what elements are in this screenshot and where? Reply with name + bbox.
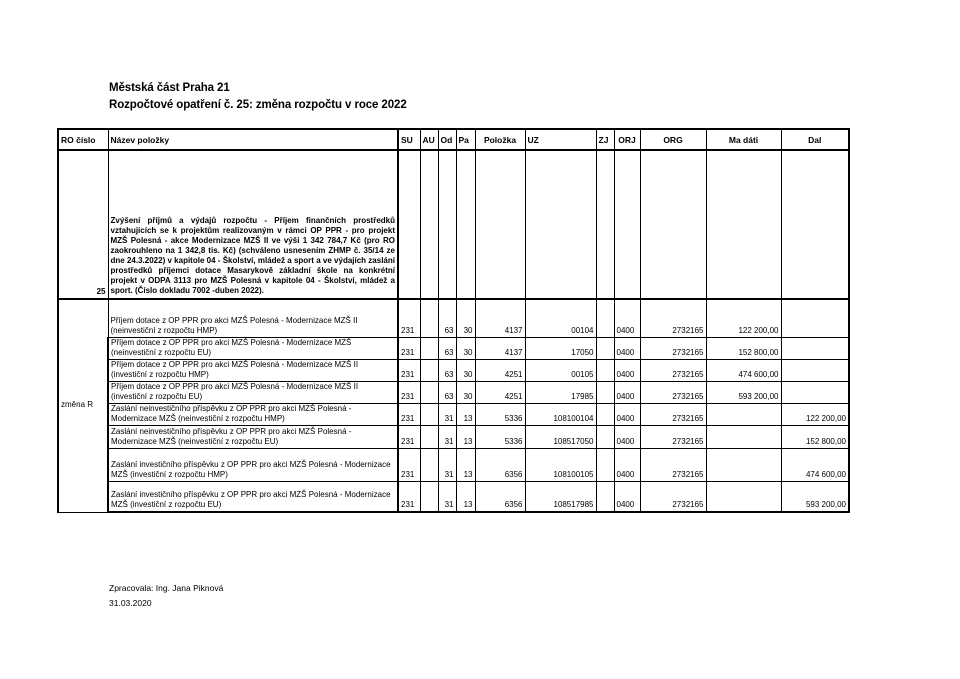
- col-zj: ZJ: [596, 129, 614, 150]
- cell-au: [420, 359, 438, 381]
- cell-org: 2732165: [640, 425, 706, 448]
- cell-uz: 00105: [525, 359, 596, 381]
- budget-table: [57, 128, 850, 513]
- cell-od: 63: [438, 381, 456, 403]
- cell-orj: 0400: [614, 337, 640, 359]
- cell-uz: 108517985: [525, 481, 596, 512]
- change-label: změna R: [58, 299, 108, 512]
- cell-pa: 13: [456, 425, 475, 448]
- cell-org: 2732165: [640, 481, 706, 512]
- cell-pa: 30: [456, 337, 475, 359]
- col-au: AU: [420, 129, 438, 150]
- cell-su: 231: [398, 337, 420, 359]
- cell-org: 2732165: [640, 403, 706, 425]
- municipality-title: Městská část Praha 21: [109, 82, 230, 94]
- cell-polozka: 6356: [475, 448, 525, 481]
- cell-org: 2732165: [640, 381, 706, 403]
- cell-su: 231: [398, 381, 420, 403]
- cell-dal: [781, 299, 849, 337]
- cell-su: 231: [398, 481, 420, 512]
- table-row: [58, 481, 849, 512]
- table-row: [58, 299, 849, 337]
- cell-zj: [596, 481, 614, 512]
- cell-pa: 13: [456, 481, 475, 512]
- cell-su: 231: [398, 299, 420, 337]
- cell-od: 63: [438, 337, 456, 359]
- cell-od: 63: [438, 359, 456, 381]
- col-su: SU: [398, 129, 420, 150]
- cell-zj: [596, 403, 614, 425]
- item-name: Příjem dotace z OP PPR pro akci MZŠ Polesná - Modernizace MZŠ (neinvestiční z rozpočtu EU): [108, 337, 398, 359]
- cell-uz: 00104: [525, 299, 596, 337]
- cell-polozka: 4137: [475, 299, 525, 337]
- cell-org: 2732165: [640, 337, 706, 359]
- cell-ma-dati: 122 200,00: [706, 299, 781, 337]
- cell-su: 231: [398, 425, 420, 448]
- cell-au: [420, 337, 438, 359]
- cell-od: 31: [438, 481, 456, 512]
- cell-org: 2732165: [640, 299, 706, 337]
- table-row: [58, 381, 849, 403]
- col-orj: ORJ: [614, 129, 640, 150]
- col-ma-dati: Ma dáti: [706, 129, 781, 150]
- cell-zj: [596, 381, 614, 403]
- table-header-row: [58, 129, 849, 150]
- col-uz: UZ: [525, 129, 596, 150]
- table-row: [58, 425, 849, 448]
- col-org: ORG: [640, 129, 706, 150]
- document-date: 31.03.2020: [109, 598, 152, 608]
- cell-dal: [781, 337, 849, 359]
- cell-od: 31: [438, 448, 456, 481]
- cell-ma-dati: [706, 403, 781, 425]
- col-od: Od: [438, 129, 456, 150]
- cell-dal: 593 200,00: [781, 481, 849, 512]
- cell-zj: [596, 425, 614, 448]
- cell-dal: 122 200,00: [781, 403, 849, 425]
- cell-orj: 0400: [614, 403, 640, 425]
- cell-ma-dati: 593 200,00: [706, 381, 781, 403]
- cell-au: [420, 425, 438, 448]
- cell-orj: 0400: [614, 481, 640, 512]
- cell-orj: 0400: [614, 299, 640, 337]
- table-row: [58, 448, 849, 481]
- cell-orj: 0400: [614, 381, 640, 403]
- item-name: Zaslání neinvestičního příspěvku z OP PPR pro akci MZŠ Polesná - Modernizace MZŠ (neinvestiční z rozpočtu HMP): [108, 403, 398, 425]
- table-row: [58, 403, 849, 425]
- cell-zj: [596, 359, 614, 381]
- col-dal: Dal: [781, 129, 849, 150]
- cell-au: [420, 481, 438, 512]
- item-name: Příjem dotace z OP PPR pro akci MZŠ Polesná - Modernizace MZŠ II (investiční z rozpočtu HMP): [108, 359, 398, 381]
- table-row: [58, 337, 849, 359]
- cell-dal: [781, 381, 849, 403]
- cell-polozka: 4251: [475, 359, 525, 381]
- cell-orj: 0400: [614, 359, 640, 381]
- cell-od: 31: [438, 425, 456, 448]
- cell-au: [420, 381, 438, 403]
- cell-pa: 13: [456, 403, 475, 425]
- item-name: Příjem dotace z OP PPR pro akci MZŠ Polesná - Modernizace MZŠ II (investiční z rozpočtu EU): [108, 381, 398, 403]
- cell-org: 2732165: [640, 359, 706, 381]
- cell-dal: [781, 359, 849, 381]
- cell-dal: 152 800,00: [781, 425, 849, 448]
- cell-su: 231: [398, 448, 420, 481]
- prepared-by: Zpracovala: Ing. Jana Piknová: [109, 583, 224, 593]
- budget-measure-title: Rozpočtové opatření č. 25: změna rozpočtu v roce 2022: [109, 99, 407, 111]
- description-row: [58, 150, 849, 299]
- cell-pa: 30: [456, 359, 475, 381]
- cell-su: 231: [398, 359, 420, 381]
- cell-zj: [596, 299, 614, 337]
- cell-uz: 108100105: [525, 448, 596, 481]
- cell-ma-dati: [706, 448, 781, 481]
- col-pa: Pa: [456, 129, 475, 150]
- cell-od: 31: [438, 403, 456, 425]
- cell-pa: 30: [456, 381, 475, 403]
- col-polozka: Položka: [475, 129, 525, 150]
- item-name: Příjem dotace z OP PPR pro akci MZŠ Polesná - Modernizace MZŠ II (neinvestiční z rozpočtu HMP): [108, 299, 398, 337]
- cell-uz: 108517050: [525, 425, 596, 448]
- cell-pa: 30: [456, 299, 475, 337]
- cell-au: [420, 448, 438, 481]
- item-name: Zaslání investičního příspěvku z OP PPR pro akci MZŠ Polesná - Modernizace MZŠ (investiční z rozpočtu EU): [108, 481, 398, 512]
- cell-ma-dati: [706, 481, 781, 512]
- col-nazev-polozky: Název položky: [108, 129, 398, 150]
- item-name: Zaslání neinvestičního příspěvku z OP PPR pro akci MZŠ Polesná - Modernizace MZŠ (neinvestiční z rozpočtu EU): [108, 425, 398, 448]
- cell-orj: 0400: [614, 425, 640, 448]
- cell-zj: [596, 448, 614, 481]
- description-text: Zvýšení příjmů a výdajů rozpočtu - Příjem finančních prostředků vztahujících se k projektům realizovaným v rámci OP PPR - pro projekt MZŠ Polesná - akce Modernizace MZŠ II ve výši 1 342 784,7 Kč (pro RO zaokrouhleno na 1 342,8 tis. Kč) (schváleno usnesením ZHMP č. 35/14 ze dne 24.3.2022) v kapitole 04 - Školství, mládež a sport a ve výdajích zaslání prostředků příjemci dotace Masarykově základní škole na konkrétní projekt v ODPA 3113 pro MZŠ Polesná v kapitole 04 - Školství, mládež a sport. (Číslo dokladu 7002 -duben 2022).: [108, 150, 398, 299]
- ro-number: 25: [58, 150, 108, 299]
- cell-au: [420, 299, 438, 337]
- cell-ma-dati: 474 600,00: [706, 359, 781, 381]
- cell-od: 63: [438, 299, 456, 337]
- cell-dal: 474 600,00: [781, 448, 849, 481]
- cell-polozka: 4137: [475, 337, 525, 359]
- cell-polozka: 5336: [475, 425, 525, 448]
- cell-uz: 17050: [525, 337, 596, 359]
- cell-orj: 0400: [614, 448, 640, 481]
- col-ro-cislo: RO číslo: [58, 129, 108, 150]
- cell-uz: 108100104: [525, 403, 596, 425]
- cell-au: [420, 403, 438, 425]
- item-name: Zaslání investičního příspěvku z OP PPR pro akci MZŠ Polesná - Modernizace MZŠ (investiční z rozpočtu HMP): [108, 448, 398, 481]
- cell-pa: 13: [456, 448, 475, 481]
- cell-polozka: 4251: [475, 381, 525, 403]
- cell-su: 231: [398, 403, 420, 425]
- table-row: [58, 359, 849, 381]
- cell-zj: [596, 337, 614, 359]
- cell-polozka: 5336: [475, 403, 525, 425]
- cell-ma-dati: [706, 425, 781, 448]
- cell-org: 2732165: [640, 448, 706, 481]
- cell-polozka: 6356: [475, 481, 525, 512]
- cell-uz: 17985: [525, 381, 596, 403]
- cell-ma-dati: 152 800,00: [706, 337, 781, 359]
